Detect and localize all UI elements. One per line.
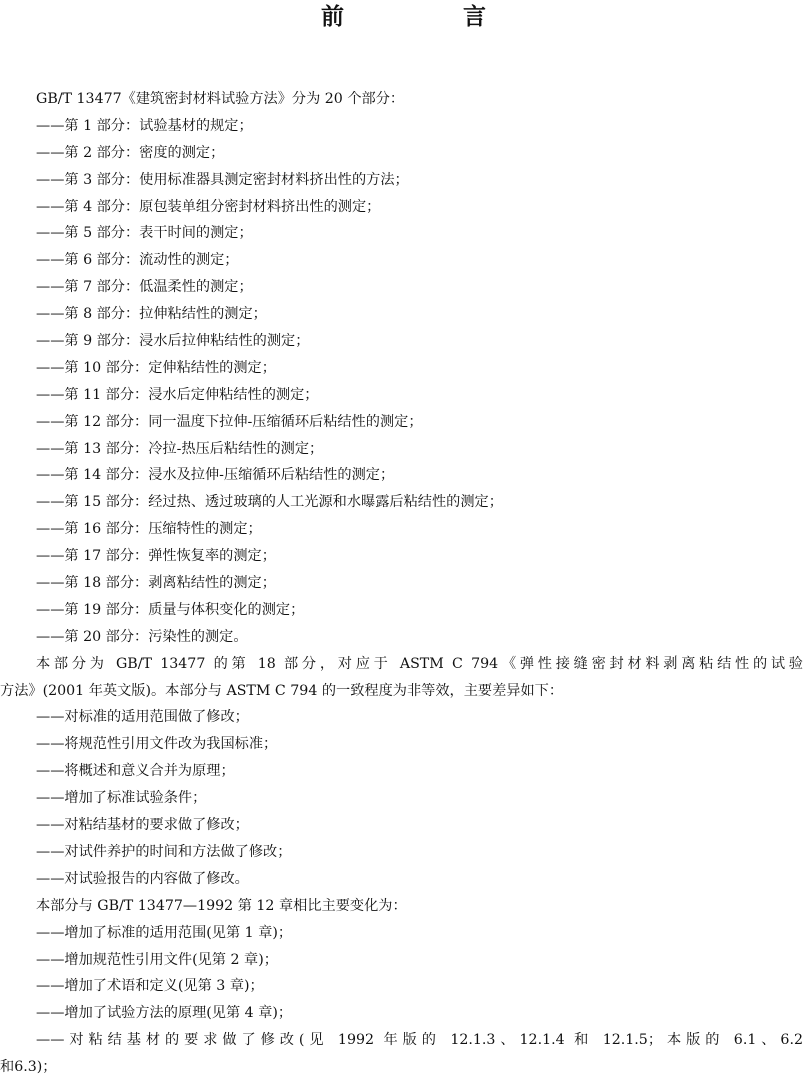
list-item: ——第 19 部分：质量与体积变化的测定； [36, 601, 305, 618]
list-item: ——对标准的适用范围做了修改； [36, 709, 249, 726]
list-item: ——第 11 部分：浸水后定伸粘结性的测定； [36, 386, 319, 403]
list-item: ——增加了试验方法的原理(见第 4 章)； [36, 1005, 293, 1022]
text-line: GB/T 13477《建筑密封材料试验方法》分为 20 个部分： [36, 91, 405, 107]
list-item: ——对试验报告的内容做了修改。 [36, 870, 249, 887]
text-line: 本部分与 GB/T 13477—1992 第 12 章相比主要变化为： [36, 897, 407, 914]
page-title: 前 言 [321, 4, 534, 30]
list-item: ——第 2 部分：密度的测定； [36, 144, 225, 161]
list-item: ——第 20 部分：污染性的测定。 [36, 628, 248, 645]
list-item: ——第 3 部分：使用标准器具测定密封材料挤出性的方法； [36, 171, 409, 188]
list-item: ——对试件养护的时间和方法做了修改； [36, 843, 292, 860]
list-item: ——第 10 部分：定伸粘结性的测定； [36, 359, 276, 376]
list-item: ——对粘结基材的要求做了修改(见 1992 年版的 12.1.3、12.1.4 和 12.1.5；本版的 6.1、6.2 [36, 1032, 803, 1049]
list-item: ——增加了术语和定义(见第 3 章)； [36, 978, 264, 995]
list-item: ——第 12 部分：同一温度下拉伸-压缩循环后粘结性的测定； [36, 413, 423, 430]
list-item: ——对粘结基材的要求做了修改； [36, 817, 249, 834]
list-item: ——第 18 部分：剥离粘结性的测定； [36, 575, 276, 592]
document-body [0, 86, 807, 1081]
list-item: ——增加了标准的适用范围(见第 1 章)； [36, 924, 293, 941]
list-item: ——第 5 部分：表干时间的测定； [36, 225, 253, 242]
list-item: ——第 13 部分：冷拉-热压后粘结性的测定； [36, 440, 324, 457]
list-item: ——增加规范性引用文件(见第 2 章)； [36, 951, 278, 968]
list-item: ——第 1 部分：试验基材的规定； [36, 117, 253, 134]
list-item: ——第 7 部分：低温柔性的测定； [36, 279, 253, 296]
list-item: ——第 4 部分：原包装单组分密封材料挤出性的测定； [36, 198, 381, 215]
list-item: ——第 14 部分：浸水及拉伸-压缩循环后粘结性的测定； [36, 467, 395, 484]
text-line: 和6.3)； [0, 1059, 57, 1076]
list-item: ——第 16 部分：压缩特性的测定； [36, 521, 262, 538]
text-line: 本部分为 GB/T 13477 的第 18 部分，对应于 ASTM C 794《弹性接缝密封材料剥离粘结性的试验 [36, 655, 803, 672]
list-item: ——将概述和意义合并为原理； [36, 763, 235, 780]
list-item: ——第 15 部分：经过热、透过玻璃的人工光源和水曝露后粘结性的测定； [36, 494, 503, 511]
list-item: ——增加了标准试验条件； [36, 790, 207, 807]
text-line: 方法》(2001 年英文版)。本部分与 ASTM C 794 的一致程度为非等效，主要差异如下： [0, 682, 564, 699]
list-item: ——第 9 部分：浸水后拉伸粘结性的测定； [36, 333, 310, 350]
list-item: ——将规范性引用文件改为我国标准； [36, 736, 278, 753]
list-item: ——第 8 部分：拉伸粘结性的测定； [36, 306, 267, 323]
list-item: ——第 6 部分：流动性的测定； [36, 252, 239, 269]
list-item: ——第 17 部分：弹性恢复率的测定； [36, 548, 276, 565]
